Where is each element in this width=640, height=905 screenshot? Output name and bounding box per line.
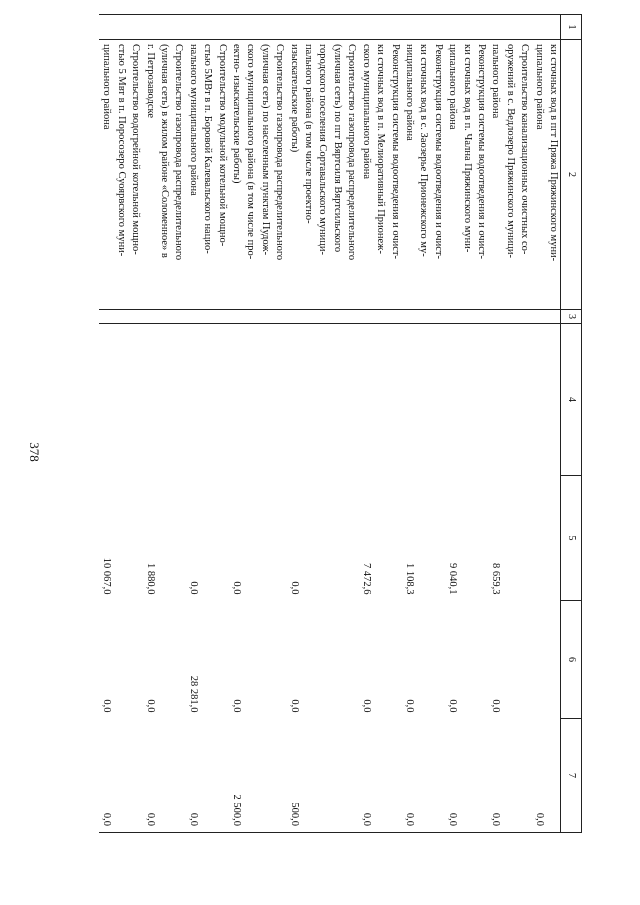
- value-cell-7: 2 500,0: [229, 719, 287, 833]
- table-row: [488, 15, 531, 833]
- item-name-line: ниципального района: [403, 44, 415, 141]
- item-name-line: пального района (в том числе проектно-: [303, 44, 315, 224]
- row-number-cell: [445, 15, 488, 40]
- col4-cell: [142, 324, 185, 476]
- col4-cell: [358, 324, 401, 476]
- value-cell-7: 0,0: [402, 719, 445, 833]
- value-cell-5: 7 472,6: [360, 563, 372, 595]
- item-name-line: ципального района: [101, 44, 113, 130]
- table-row: [445, 15, 488, 833]
- col-header-2: 2: [561, 40, 582, 310]
- col3-cell: [99, 310, 142, 324]
- col3-cell: [488, 310, 531, 324]
- item-name-line: стью 5 Мвт в п. Поросозеро Суоярвского муни-: [115, 44, 127, 257]
- value-cell-5: 0,0: [288, 581, 300, 595]
- header-row: [561, 15, 582, 833]
- col4-cell: [286, 324, 358, 476]
- value-cell-6: 0,0: [288, 699, 300, 713]
- value-cell-6: 0,0: [231, 699, 243, 713]
- col4-cell: [229, 324, 287, 476]
- item-name-line: ского муниципального района (в том числе про-: [245, 44, 257, 260]
- value-cell-6: 0,0: [101, 699, 113, 713]
- item-name-line: Строительство канализационных очистных со-: [519, 44, 531, 255]
- rotated-page-content: [101, 14, 582, 832]
- col3-cell: [185, 310, 228, 324]
- col3-cell: [531, 310, 560, 324]
- item-name-cell: [402, 40, 445, 310]
- item-name-line: ки сточных вод в пгт Пряжа Пряжинского муни-: [548, 44, 559, 262]
- value-cell-7: 500,0: [286, 719, 358, 833]
- value-cell-5: 9 040,1: [447, 563, 459, 595]
- value-cell-6: 0,0: [403, 699, 415, 713]
- value-cell-5: 10 067,0: [101, 557, 113, 595]
- col4-cell: [488, 324, 531, 476]
- item-name-cell: [488, 40, 531, 310]
- item-name-line: (уличная сеть) в жилом районе «Соломенное» в: [159, 44, 171, 258]
- item-name-line: изыскательские работы): [288, 44, 300, 153]
- value-cell-5: 0,0: [187, 581, 199, 595]
- item-name-cell: [142, 40, 185, 310]
- item-name-line: пального района: [490, 44, 502, 119]
- value-cell-6: 0,0: [490, 699, 502, 713]
- row-number-cell: [358, 15, 401, 40]
- item-name-line: ки сточных вод в п. Чална Пряжинского муни-: [461, 44, 473, 253]
- row-number-cell: [185, 15, 228, 40]
- row-number-cell: [99, 15, 142, 40]
- col4-cell: [185, 324, 228, 476]
- value-cell-5: [531, 476, 560, 601]
- item-name-cell: [445, 40, 488, 310]
- col-header-6: 6: [561, 601, 582, 719]
- col-header-7: 7: [561, 719, 582, 833]
- col3-cell: [286, 310, 358, 324]
- value-cell-5: 8 659,3: [490, 563, 502, 595]
- value-cell-6: 0,0: [360, 699, 372, 713]
- col-header-4: 4: [561, 324, 582, 476]
- table-row: [286, 15, 358, 833]
- item-name-line: г. Петрозаводске: [144, 44, 156, 118]
- item-name-line: ского муниципального района: [360, 44, 372, 180]
- row-number-cell: [286, 15, 358, 40]
- item-name-line: (уличная сеть) по пгт Вяртсиля Вяртсильского: [331, 44, 343, 253]
- value-cell-6: 0,0: [447, 699, 459, 713]
- table-row: [402, 15, 445, 833]
- value-cell-5: 0,0: [231, 581, 243, 595]
- row-number-cell: [402, 15, 445, 40]
- page-number: 378: [27, 442, 42, 462]
- table-row: [531, 15, 560, 833]
- table-body: [99, 15, 561, 833]
- row-number-cell: [142, 15, 185, 40]
- item-name-line: ектно- изыскательские работы): [231, 44, 243, 184]
- item-name-cell: [229, 40, 287, 310]
- item-name-cell: [185, 40, 228, 310]
- item-name-line: Строительство газопровода распределительного: [346, 44, 358, 261]
- value-cell-7: 0,0: [445, 719, 488, 833]
- item-name-line: Строительство газопровода распределительного: [274, 44, 286, 261]
- col4-cell: [531, 324, 560, 476]
- col3-cell: [358, 310, 401, 324]
- value-cell-6: [531, 601, 560, 719]
- col3-cell: [402, 310, 445, 324]
- col-header-5: 5: [561, 476, 582, 601]
- value-cell-5: 1 880,0: [144, 563, 156, 595]
- item-name-line: Строительство модульной котельной мощно-: [216, 44, 228, 247]
- col3-cell: [445, 310, 488, 324]
- value-cell-6: 28 281,0: [187, 675, 199, 713]
- table-row: [142, 15, 185, 833]
- item-name-line: Реконструкция системы водоотведения и очист-: [432, 44, 444, 259]
- item-name-line: ки сточных вод в п. Мелиоративный Прионеж-: [375, 44, 387, 254]
- value-cell-7: 0,0: [531, 719, 560, 833]
- item-name-line: Строительство водогрейной котельной мощно-: [130, 44, 142, 255]
- row-number-cell: [488, 15, 531, 40]
- table-row: [358, 15, 401, 833]
- value-cell-7: 0,0: [358, 719, 401, 833]
- item-name-line: ки сточных вод в с. Заозерье Прионежского му-: [418, 44, 430, 257]
- value-cell-7: 0,0: [99, 719, 142, 833]
- item-name-line: Строительство газопровода распределительного: [173, 44, 185, 261]
- item-name-line: Реконструкция системы водоотведения и очист-: [475, 44, 487, 259]
- item-name-line: городского поселения Сортавальского муници-: [317, 44, 329, 256]
- table-row: [229, 15, 287, 833]
- item-name-line: (уличная сеть) по населенным пунктам Пудож-: [259, 44, 271, 256]
- col-header-1: 1: [561, 15, 582, 40]
- item-name-line: нального муниципального района: [187, 44, 199, 196]
- item-name-line: стью 5МВт в п. Боровой Калевальского нацио-: [202, 44, 214, 254]
- value-cell-5: 1 108,3: [403, 563, 415, 595]
- table-row: [185, 15, 228, 833]
- value-cell-6: 0,0: [144, 699, 156, 713]
- col4-cell: [99, 324, 142, 476]
- item-name-line: ципального района: [533, 44, 545, 130]
- item-name-cell: [531, 40, 560, 310]
- col4-cell: [445, 324, 488, 476]
- table-row: [99, 15, 142, 833]
- row-number-cell: [531, 15, 560, 40]
- row-number-cell: [229, 15, 287, 40]
- item-name-line: оружений в с. Ведлозеро Пряжинского муници-: [504, 44, 516, 258]
- item-name-line: Реконструкция системы водоотведения и очист-: [389, 44, 401, 259]
- col4-cell: [402, 324, 445, 476]
- item-name-cell: [358, 40, 401, 310]
- value-cell-7: 0,0: [142, 719, 185, 833]
- col3-cell: [142, 310, 185, 324]
- col-header-3: 3: [561, 310, 582, 324]
- item-name-line: ципального района: [447, 44, 459, 130]
- data-table: [99, 14, 582, 833]
- value-cell-7: 0,0: [185, 719, 228, 833]
- item-name-cell: [286, 40, 358, 310]
- item-name-cell: [99, 40, 142, 310]
- value-cell-7: 0,0: [488, 719, 531, 833]
- col3-cell: [229, 310, 287, 324]
